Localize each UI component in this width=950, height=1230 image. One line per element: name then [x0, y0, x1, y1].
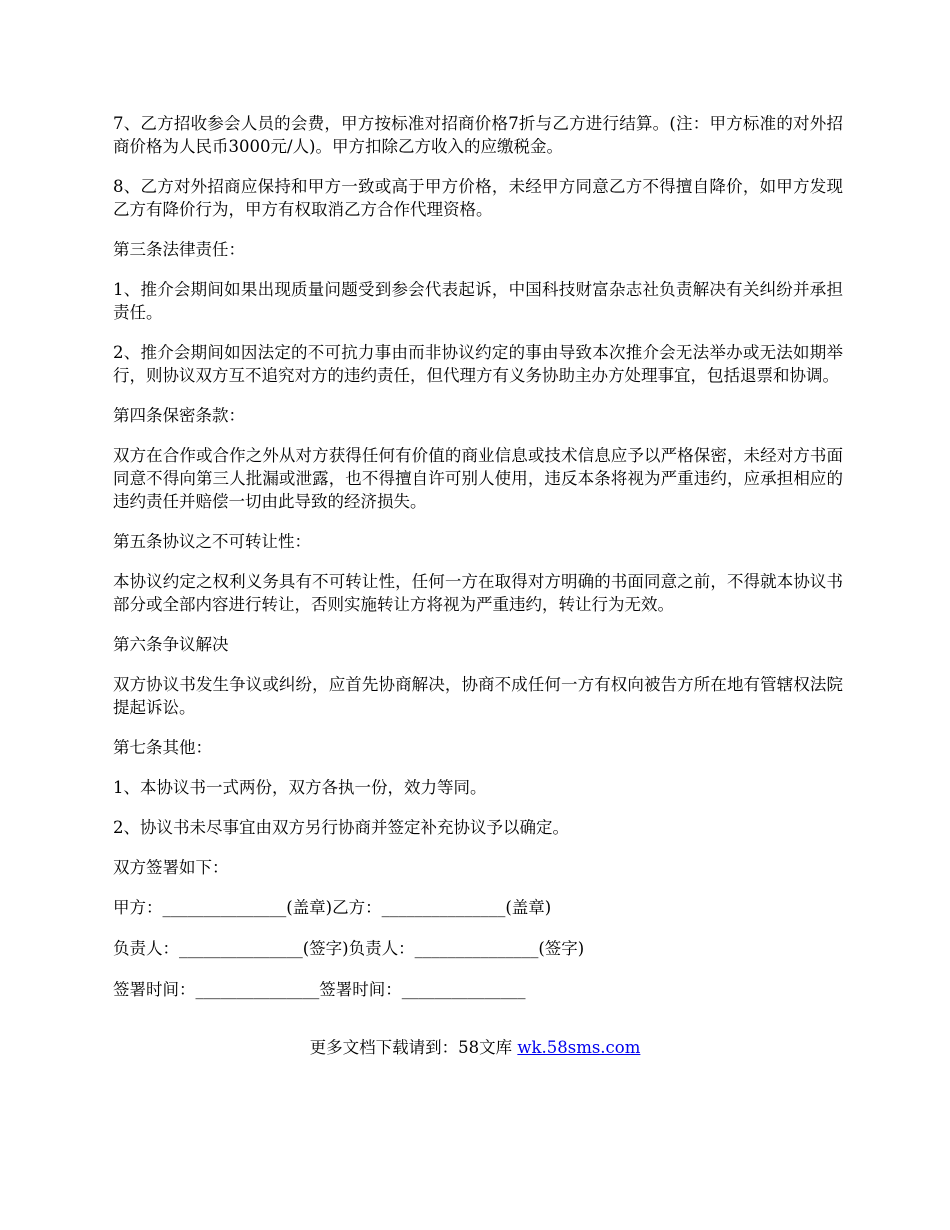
section-heading-other: 第七条其他： — [113, 738, 212, 757]
liability-item-2: 2、推介会期间如因法定的不可抗力事由而非协议约定的事由导致本次推介会无法举办或无法如期举行，则协议双方互不追究对方的违约责任，但代理方有义务协助主办方处理事宜，包括退票和协调。 — [113, 343, 843, 385]
other-item-1: 1、本协议书一式两份，双方各执一份，效力等同。 — [113, 778, 487, 797]
clause-8-pricing: 8、乙方对外招商应保持和甲方一致或高于甲方价格，未经甲方同意乙方不得擅自降价，如甲方发现乙方有降价行为，甲方有权取消乙方合作代理资格。 — [113, 177, 843, 219]
signature-party-line: 甲方：_______________(盖章)乙方：_______________(盖章) — [113, 898, 552, 917]
other-item-2: 2、协议书未尽事宜由双方另行协商并签定补充协议予以确定。 — [113, 818, 569, 837]
signature-responsible-line: 负责人：_______________(签字)负责人：_______________(签字) — [113, 939, 585, 958]
footer — [0, 1036, 950, 1059]
dispute-resolution-text: 双方协议书发生争议或纠纷，应首先协商解决，协商不成任何一方有权向被告方所在地有管辖权法院提起诉讼。 — [113, 675, 843, 717]
non-transferability-text: 本协议约定之权利义务具有不可转让性，任何一方在取得对方明确的书面同意之前，不得就本协议书部分或全部内容进行转让，否则实施转让方将视为严重违约，转让行为无效。 — [113, 572, 843, 614]
footer-text: 更多文档下载请到：58文库 — [309, 1038, 518, 1057]
signature-date-line: 签署时间：_______________签署时间：_______________ — [113, 980, 526, 999]
section-heading-dispute-resolution: 第六条争议解决 — [113, 635, 229, 654]
confidentiality-text: 双方在合作或合作之外从对方获得任何有价值的商业信息或技术信息应予以严格保密，未经对方书面同意不得向第三人批漏或泄露，也不得擅自许可别人使用，违反本条将视为严重违约，应承担相应的违约责任并赔偿一切由此导致的经济损失。 — [113, 446, 843, 511]
signing-intro: 双方签署如下： — [113, 858, 229, 877]
document-body — [113, 112, 843, 1019]
footer-link[interactable]: wk.58sms.com — [517, 1038, 641, 1057]
liability-item-1: 1、推介会期间如果出现质量问题受到参会代表起诉，中国科技财富杂志社负责解决有关纠纷并承担责任。 — [113, 280, 843, 322]
section-heading-non-transferability: 第五条协议之不可转让性： — [113, 532, 311, 551]
section-heading-confidentiality: 第四条保密条款： — [113, 406, 245, 425]
section-heading-legal-liability: 第三条法律责任： — [113, 240, 245, 259]
clause-7-settlement: 7、乙方招收参会人员的会费，甲方按标准对招商价格7折与乙方进行结算。(注：甲方标准的对外招商价格为人民币3000元/人)。甲方扣除乙方收入的应缴税金。 — [113, 114, 843, 156]
